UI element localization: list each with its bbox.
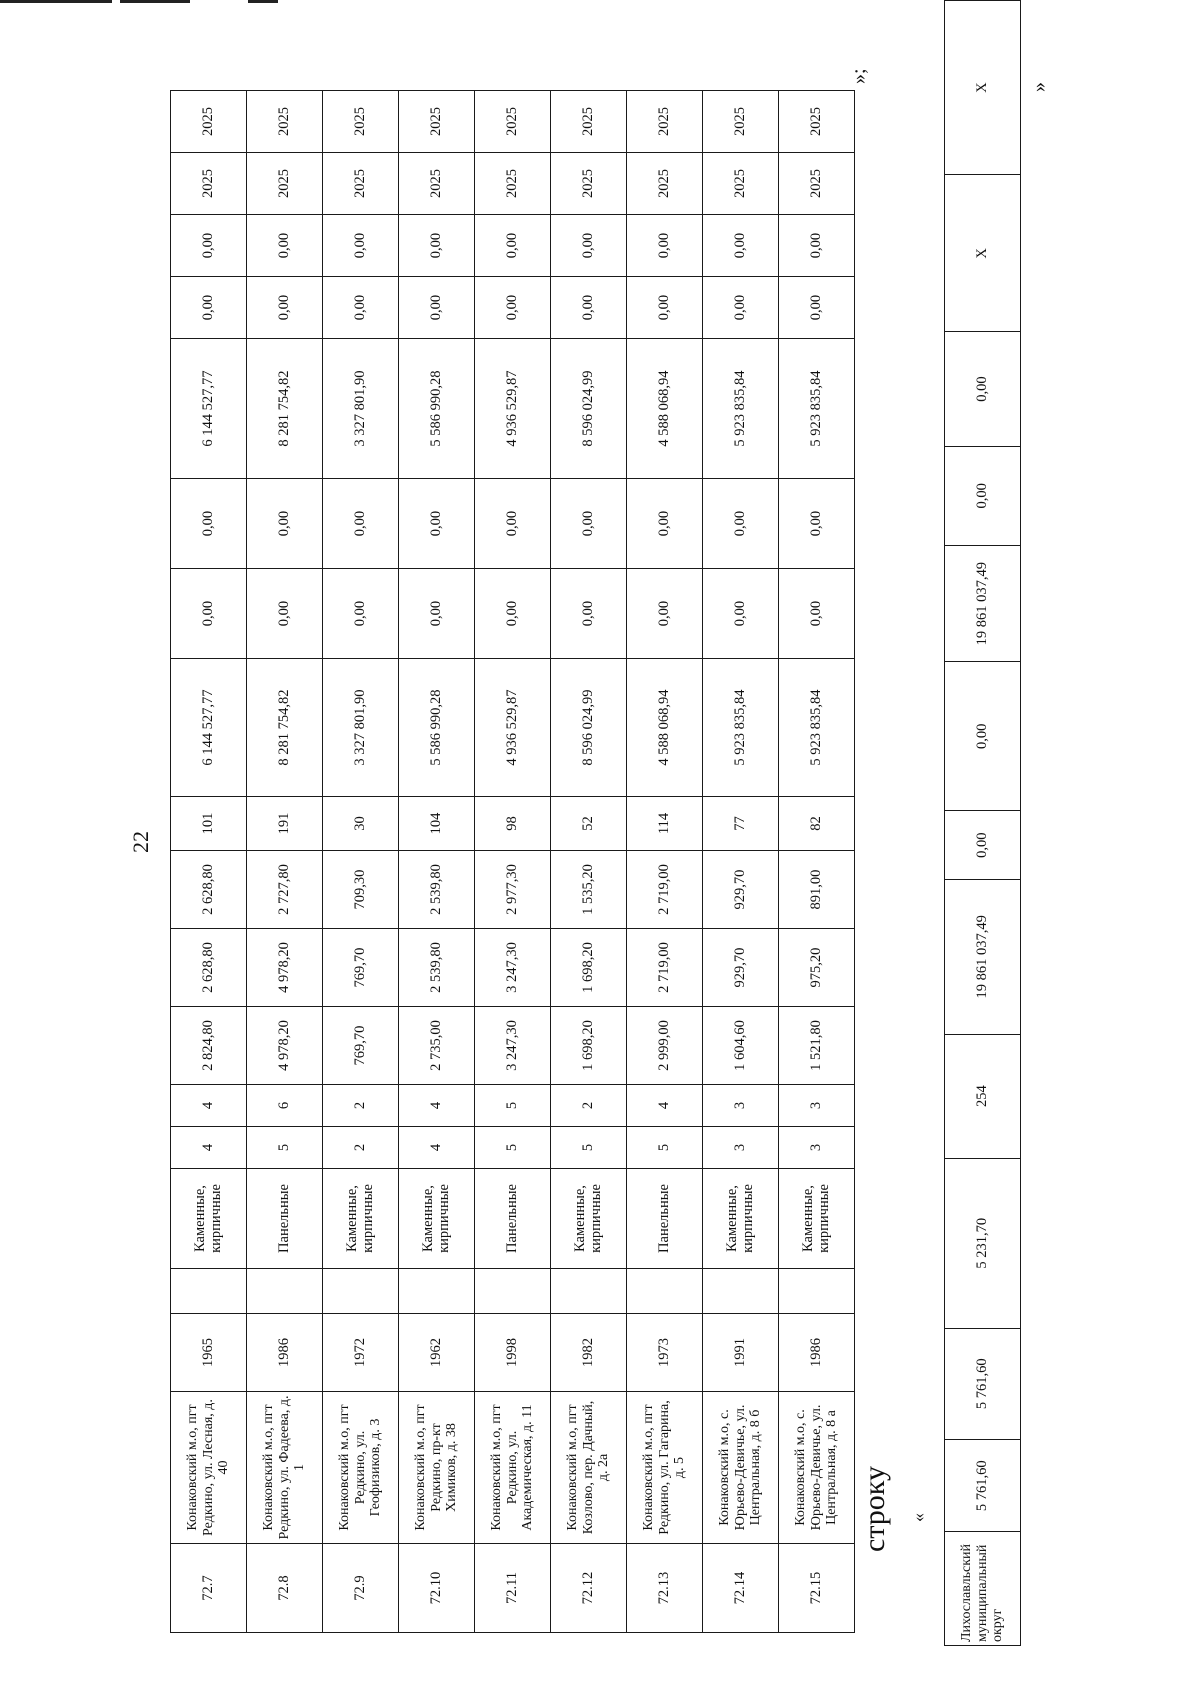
- total-area-cell: 1 698,20: [551, 1007, 627, 1085]
- residents-cell: 104: [399, 797, 475, 851]
- total-cell: 5 761,60: [945, 1439, 1021, 1531]
- total-area-cell: 1 604,60: [703, 1007, 779, 1085]
- value-cell: 0,00: [779, 479, 855, 569]
- area-cell: 2 719,00: [627, 929, 703, 1007]
- wall-material-cell: Каменные, кирпичные: [323, 1169, 399, 1269]
- table-row: [399, 91, 475, 1633]
- value-cell: 0,00: [323, 215, 399, 277]
- value-cell: 0,00: [551, 479, 627, 569]
- cost-owner-cell: 5 923 835,84: [779, 339, 855, 479]
- floors-cell: 5: [247, 1127, 323, 1169]
- wall-material-cell: Каменные, кирпичные: [399, 1169, 475, 1269]
- wall-material-cell: Панельные: [627, 1169, 703, 1269]
- value-cell: 0,00: [247, 479, 323, 569]
- total-cell: X: [945, 175, 1021, 332]
- area-cell: 2 727,80: [247, 851, 323, 929]
- year-cell: 2025: [171, 91, 247, 153]
- value-cell: 0,00: [247, 569, 323, 659]
- value-cell: 0,00: [475, 479, 551, 569]
- cost-owner-cell: 5 923 835,84: [703, 339, 779, 479]
- total-label: Лихославльский муниципальный округ: [945, 1532, 1021, 1646]
- cost-owner-cell: 6 144 527,77: [171, 339, 247, 479]
- year-cell: 2025: [475, 153, 551, 215]
- cost-owner-cell: 8 281 754,82: [247, 339, 323, 479]
- total-cell: 0,00: [945, 446, 1021, 545]
- row-number: 72.11: [475, 1544, 551, 1633]
- entrances-cell: 3: [703, 1085, 779, 1127]
- cost-owner-cell: 3 327 801,90: [323, 339, 399, 479]
- entrances-cell: 4: [399, 1085, 475, 1127]
- year-built-cell: 1982: [551, 1314, 627, 1392]
- blank-cell: [551, 1269, 627, 1314]
- value-cell: 0,00: [779, 277, 855, 339]
- area-cell: 2 628,80: [171, 929, 247, 1007]
- wall-material-cell: Каменные, кирпичные: [703, 1169, 779, 1269]
- year-built-cell: 1998: [475, 1314, 551, 1392]
- residents-cell: 98: [475, 797, 551, 851]
- residents-cell: 101: [171, 797, 247, 851]
- address-cell: Конаковский м.о, пгт Редкино, ул. Фадеева, д. 1: [247, 1392, 323, 1544]
- year-cell: 2025: [779, 153, 855, 215]
- total-area-cell: 2 824,80: [171, 1007, 247, 1085]
- total-row: [945, 1, 1021, 1646]
- floors-cell: 3: [779, 1127, 855, 1169]
- year-cell: 2025: [779, 91, 855, 153]
- value-cell: 0,00: [247, 277, 323, 339]
- entrances-cell: 4: [171, 1085, 247, 1127]
- floors-cell: 5: [475, 1127, 551, 1169]
- opening-quote: «: [908, 1513, 928, 1522]
- residents-cell: 52: [551, 797, 627, 851]
- value-cell: 0,00: [627, 277, 703, 339]
- year-cell: 2025: [171, 153, 247, 215]
- blank-cell: [627, 1269, 703, 1314]
- area-cell: 929,70: [703, 851, 779, 929]
- value-cell: 0,00: [171, 215, 247, 277]
- area-cell: 4 978,20: [247, 929, 323, 1007]
- area-cell: 709,30: [323, 851, 399, 929]
- total-area-cell: 2 999,00: [627, 1007, 703, 1085]
- year-cell: 2025: [703, 91, 779, 153]
- value-cell: 0,00: [627, 215, 703, 277]
- residents-cell: 77: [703, 797, 779, 851]
- value-cell: 0,00: [171, 277, 247, 339]
- table-row: [171, 91, 247, 1633]
- value-cell: 0,00: [171, 479, 247, 569]
- total-area-cell: 3 247,30: [475, 1007, 551, 1085]
- area-cell: 929,70: [703, 929, 779, 1007]
- year-cell: 2025: [551, 153, 627, 215]
- value-cell: 0,00: [551, 277, 627, 339]
- area-cell: 2 977,30: [475, 851, 551, 929]
- table-body: [171, 91, 855, 1633]
- cost-total-cell: 5 586 990,28: [399, 659, 475, 797]
- cost-total-cell: 3 327 801,90: [323, 659, 399, 797]
- value-cell: 0,00: [627, 479, 703, 569]
- address-cell: Конаковский м.о, пгт Редкино, пр-кт Химиков, д. 38: [399, 1392, 475, 1544]
- closing-quote: »;: [848, 68, 870, 84]
- area-cell: 3 247,30: [475, 929, 551, 1007]
- cost-total-cell: 4 588 068,94: [627, 659, 703, 797]
- address-cell: Конаковский м.о, с. Юрьево-Девичье, ул. Центральная, д. 8 а: [779, 1392, 855, 1544]
- value-cell: 0,00: [323, 569, 399, 659]
- row-number: 72.13: [627, 1544, 703, 1633]
- total-area-cell: 769,70: [323, 1007, 399, 1085]
- total-cell: X: [945, 1, 1021, 175]
- year-cell: 2025: [627, 91, 703, 153]
- area-cell: 2 719,00: [627, 851, 703, 929]
- page-number: 22: [128, 831, 153, 853]
- row-number: 72.15: [779, 1544, 855, 1633]
- row-number: 72.14: [703, 1544, 779, 1633]
- table-row: [551, 91, 627, 1633]
- year-built-cell: 1965: [171, 1314, 247, 1392]
- year-cell: 2025: [475, 91, 551, 153]
- residents-cell: 82: [779, 797, 855, 851]
- area-cell: 769,70: [323, 929, 399, 1007]
- year-cell: 2025: [551, 91, 627, 153]
- row-number: 72.9: [323, 1544, 399, 1633]
- value-cell: 0,00: [475, 215, 551, 277]
- year-built-cell: 1991: [703, 1314, 779, 1392]
- table-row: [323, 91, 399, 1633]
- table-row: [703, 91, 779, 1633]
- instruction-text: строку: [858, 1466, 891, 1552]
- table-row: [779, 91, 855, 1633]
- value-cell: 0,00: [399, 479, 475, 569]
- value-cell: 0,00: [627, 569, 703, 659]
- area-cell: 2 539,80: [399, 929, 475, 1007]
- floors-cell: 3: [703, 1127, 779, 1169]
- entrances-cell: 6: [247, 1085, 323, 1127]
- closing-quote: »: [1028, 82, 1050, 92]
- blank-cell: [171, 1269, 247, 1314]
- value-cell: 0,00: [323, 479, 399, 569]
- cost-total-cell: 6 144 527,77: [171, 659, 247, 797]
- residents-cell: 191: [247, 797, 323, 851]
- value-cell: 0,00: [703, 569, 779, 659]
- residents-cell: 30: [323, 797, 399, 851]
- address-cell: Конаковский м.о, пгт Редкино, ул. Гагарина, д. 5: [627, 1392, 703, 1544]
- floors-cell: 5: [627, 1127, 703, 1169]
- area-cell: 975,20: [779, 929, 855, 1007]
- cost-owner-cell: 5 586 990,28: [399, 339, 475, 479]
- total-cell: 5 761,60: [945, 1328, 1021, 1439]
- entrances-cell: 2: [323, 1085, 399, 1127]
- area-cell: 1 698,20: [551, 929, 627, 1007]
- blank-cell: [323, 1269, 399, 1314]
- year-cell: 2025: [247, 153, 323, 215]
- total-table: [944, 0, 1021, 1646]
- blank-cell: [399, 1269, 475, 1314]
- year-built-cell: 1986: [779, 1314, 855, 1392]
- total-cell: 0,00: [945, 332, 1021, 446]
- value-cell: 0,00: [779, 569, 855, 659]
- value-cell: 0,00: [779, 215, 855, 277]
- cost-owner-cell: 8 596 024,99: [551, 339, 627, 479]
- address-cell: Конаковский м.о, пгт Редкино, ул. Лесная, д. 40: [171, 1392, 247, 1544]
- entrances-cell: 2: [551, 1085, 627, 1127]
- cost-total-cell: 5 923 835,84: [703, 659, 779, 797]
- row-number: 72.12: [551, 1544, 627, 1633]
- value-cell: 0,00: [551, 215, 627, 277]
- cost-total-cell: 8 596 024,99: [551, 659, 627, 797]
- table-row: [627, 91, 703, 1633]
- residents-cell: 114: [627, 797, 703, 851]
- entrances-cell: 3: [779, 1085, 855, 1127]
- blank-cell: [703, 1269, 779, 1314]
- value-cell: 0,00: [171, 569, 247, 659]
- value-cell: 0,00: [247, 215, 323, 277]
- total-area-cell: 2 735,00: [399, 1007, 475, 1085]
- address-cell: Конаковский м.о, пгт Редкино, ул. Геофизиков, д. 3: [323, 1392, 399, 1544]
- value-cell: 0,00: [475, 569, 551, 659]
- year-cell: 2025: [323, 91, 399, 153]
- row-number: 72.8: [247, 1544, 323, 1633]
- year-built-cell: 1973: [627, 1314, 703, 1392]
- address-cell: Конаковский м.о, с. Юрьево-Девичье, ул. Центральная, д. 8 б: [703, 1392, 779, 1544]
- wall-material-cell: Каменные, кирпичные: [171, 1169, 247, 1269]
- cost-total-cell: 4 936 529,87: [475, 659, 551, 797]
- total-area-cell: 4 978,20: [247, 1007, 323, 1085]
- year-built-cell: 1972: [323, 1314, 399, 1392]
- cost-owner-cell: 4 588 068,94: [627, 339, 703, 479]
- area-cell: 1 535,20: [551, 851, 627, 929]
- floors-cell: 2: [323, 1127, 399, 1169]
- total-area-cell: 1 521,80: [779, 1007, 855, 1085]
- row-number: 72.7: [171, 1544, 247, 1633]
- total-cell: 19 861 037,49: [945, 880, 1021, 1034]
- entrances-cell: 4: [627, 1085, 703, 1127]
- area-cell: 891,00: [779, 851, 855, 929]
- address-cell: Конаковский м.о, пгт Редкино, ул. Академическая, д. 11: [475, 1392, 551, 1544]
- table-row: [247, 91, 323, 1633]
- blank-cell: [247, 1269, 323, 1314]
- entrances-cell: 5: [475, 1085, 551, 1127]
- year-cell: 2025: [323, 153, 399, 215]
- total-cell: 0,00: [945, 811, 1021, 880]
- floors-cell: 4: [171, 1127, 247, 1169]
- area-cell: 2 539,80: [399, 851, 475, 929]
- value-cell: 0,00: [703, 277, 779, 339]
- value-cell: 0,00: [703, 215, 779, 277]
- blank-cell: [779, 1269, 855, 1314]
- cost-owner-cell: 4 936 529,87: [475, 339, 551, 479]
- wall-material-cell: Панельные: [475, 1169, 551, 1269]
- year-cell: 2025: [703, 153, 779, 215]
- blank-cell: [475, 1269, 551, 1314]
- year-cell: 2025: [399, 153, 475, 215]
- wall-material-cell: Каменные, кирпичные: [551, 1169, 627, 1269]
- floors-cell: 4: [399, 1127, 475, 1169]
- total-cell: 254: [945, 1034, 1021, 1158]
- value-cell: 0,00: [399, 569, 475, 659]
- value-cell: 0,00: [323, 277, 399, 339]
- value-cell: 0,00: [475, 277, 551, 339]
- total-cell: 19 861 037,49: [945, 545, 1021, 662]
- housing-table: [170, 90, 855, 1633]
- year-built-cell: 1962: [399, 1314, 475, 1392]
- value-cell: 0,00: [551, 569, 627, 659]
- year-cell: 2025: [627, 153, 703, 215]
- value-cell: 0,00: [399, 215, 475, 277]
- total-cell: 0,00: [945, 662, 1021, 811]
- wall-material-cell: Панельные: [247, 1169, 323, 1269]
- cost-total-cell: 8 281 754,82: [247, 659, 323, 797]
- table-row: [475, 91, 551, 1633]
- area-cell: 2 628,80: [171, 851, 247, 929]
- row-number: 72.10: [399, 1544, 475, 1633]
- floors-cell: 5: [551, 1127, 627, 1169]
- year-cell: 2025: [247, 91, 323, 153]
- year-cell: 2025: [399, 91, 475, 153]
- wall-material-cell: Каменные, кирпичные: [779, 1169, 855, 1269]
- cost-total-cell: 5 923 835,84: [779, 659, 855, 797]
- value-cell: 0,00: [399, 277, 475, 339]
- address-cell: Конаковский м.о, пгт Козлово, пер. Дачный, д. 2а: [551, 1392, 627, 1544]
- value-cell: 0,00: [703, 479, 779, 569]
- total-cell: 5 231,70: [945, 1158, 1021, 1328]
- year-built-cell: 1986: [247, 1314, 323, 1392]
